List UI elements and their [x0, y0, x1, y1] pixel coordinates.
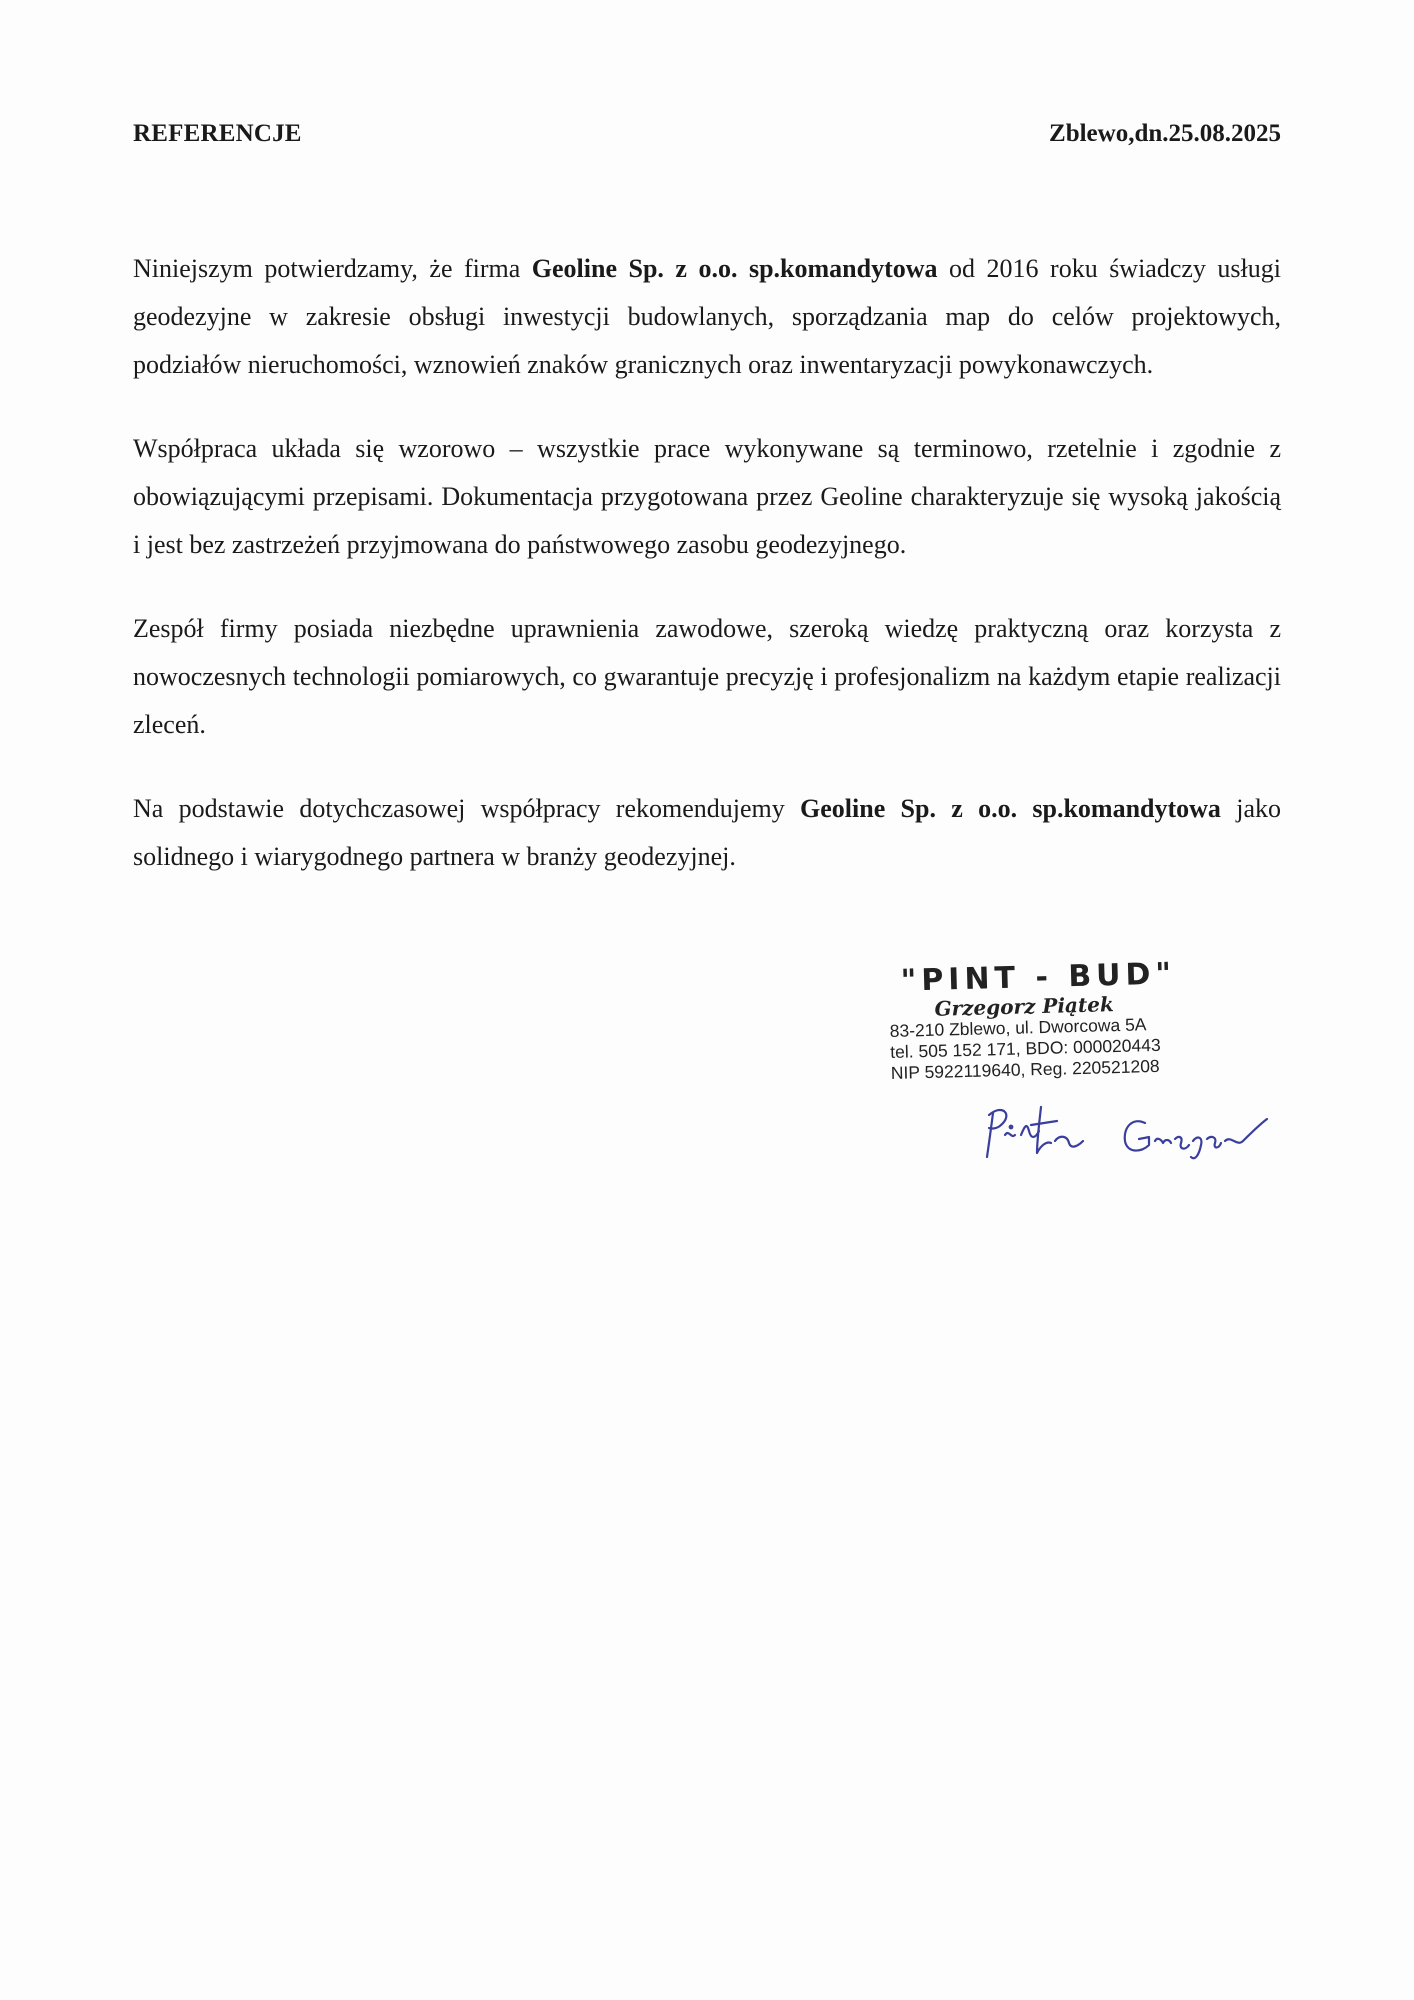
- paragraph-1-text-b: od 2016 roku świadczy usługi geodezyjne w zakresie obsługi inwestycji budowlanych, sporządzania map do celów projektowych, podziałów nieruchomości, wznowień znaków granicznych oraz inwentaryzacji powykonawczych.: [133, 254, 1281, 379]
- stamp-address: 83-210 Zblewo, ul. Dworcowa 5A: [889, 1014, 1147, 1041]
- stamp-owner-name: Grzegorz Piątek: [934, 992, 1115, 1021]
- letter-body: [133, 245, 1281, 917]
- document-title: REFERENCJE: [133, 120, 302, 147]
- stamp-company-name: "PINT - BUD": [900, 956, 1177, 999]
- paragraph-4-text-b: jako solidnego i wiarygodnego partnera w branży geodezyjnej.: [133, 794, 1281, 871]
- paragraph-4: [133, 785, 1281, 881]
- stamp-registry: NIP 5922119640, Reg. 220521208: [890, 1055, 1160, 1083]
- paragraph-1-text-a: Niniejszym potwierdzamy, że firma: [133, 254, 532, 283]
- paragraph-2: Współpraca układa się wzorowo – wszystkie prace wykonywane są terminowo, rzetelnie i zgodnie z obowiązującymi przepisami. Dokumentacja przygotowana przez Geoline charakteryzuje się wysoką jakością i jest bez zastrzeżeń przyjmowana do państwowego zasobu geodezyjnego.: [133, 434, 1281, 559]
- paragraph-4-company-name: Geoline Sp. z o.o. sp.komandytowa: [800, 794, 1221, 823]
- paragraph-3: Zespół firmy posiada niezbędne uprawnienia zawodowe, szeroką wiedzę praktyczną oraz korzysta z nowoczesnych technologii pomiarowych, co gwarantuje precyzję i profesjonalizm na każdym etapie realizacji zleceń.: [133, 614, 1281, 739]
- place-and-date: Zblewo,dn.25.08.2025: [1049, 120, 1281, 147]
- paragraph-1: [133, 245, 1281, 389]
- stamp-contact: tel. 505 152 171, BDO: 000020443: [890, 1034, 1161, 1062]
- handwritten-signature-icon: [975, 1095, 1275, 1175]
- paragraph-4-text-a: Na podstawie dotychczasowej współpracy rekomendujemy: [133, 794, 801, 823]
- paragraph-1-company-name: Geoline Sp. z o.o. sp.komandytowa: [531, 254, 938, 283]
- company-stamp: [888, 957, 1211, 1084]
